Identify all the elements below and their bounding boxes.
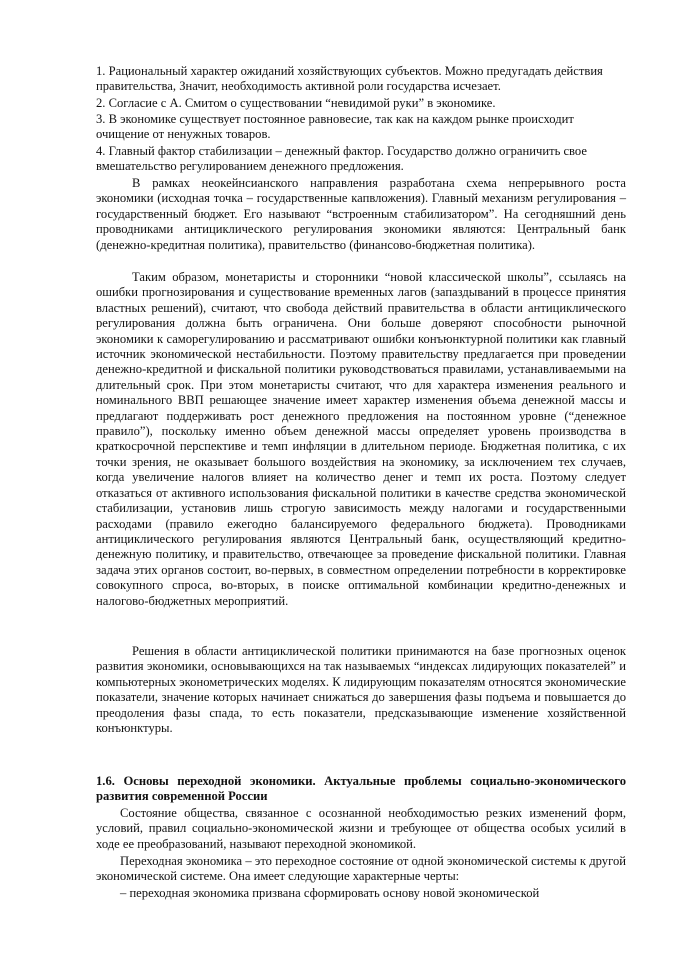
- paragraph-monetarists: [96, 270, 626, 609]
- list-item-4: 4. Главный фактор стабилизации – денежный фактор. Государство должно ограничить свое вмешательство регулированием денежного предложения.: [96, 144, 587, 174]
- paragraph-text: В рамках неокейнсианского направления разработана схема непрерывного роста экономики (исходная точка – государственные капвложения). Главный механизм регулирования – государственный бюджет. Его называют “встроенным стабилизатором”. На сегодняшний день проводниками антициклического регулирования экономики являются: Центральный банк (денежно-кредитная политика), правительство (финансово-бюджетная политика).: [96, 176, 626, 252]
- paragraph-text: Состояние общества, связанное с осознанной необходимостью резких изменений форм, условий, правил социально-экономической жизни и требующее от общества особых усилий в ходе ее преобразований, называют переходной экономикой.: [96, 806, 626, 851]
- list-item-1: 1. Рациональный характер ожиданий хозяйствующих субъектов. Можно предугадать действия правительства, Значит, необходимость активной роли государства исчезает.: [96, 64, 603, 94]
- paragraph-text: Таким образом, монетаристы и сторонники “новой классической школы”, ссылаясь на ошибки прогнозирования и существование временных лагов (запаздываний в процессе принятия властных решений), считают, что свобода действий правительства в области антициклического регулирования должна быть ограничена. Они больше доверяют способности рыночной экономики к саморегулированию и рассматривают ошибки конъюнктурной политики как главный источник экономической нестабильности. Поэтому правительству предлагается при проведении денежно-кредитной и фискальной политики руководствоваться правилами, устанавливаемыми на длительный срок. При этом монетаристы считают, что для характера изменения реального и номинального ВВП решающее значение имеет характер изменения объема денежной массы и предлагают поддерживать рост денежного предложения на постоянном уровне (“денежное правило”), поскольку именно объем денежной массы определяет уровень производства в краткосрочной перспективе и темп инфляции в длительном периоде. Бюджетная политика, с их точки зрения, не оказывает большого воздействия на экономику, за исключением тех случаев, когда увеличение налогов влияет на количество денег и темп их роста. Поэтому следует отказаться от активного использования фискальной политики в качестве средства экономической стабилизации, установив лишь строгую зависимость между налогами и государственными расходами (правило ежегодно балансируемого федерального бюджета). Проводниками антициклического регулирования являются Центральный банк, осуществляющий кредитно-денежную политику, и правительство, отвечающее за проведение фискальной политики. Главная задача этих органов состоит, во-первых, в совместном определении потребности в корректировке совокупного спроса, во-вторых, в поиске оптимальной комбинации кредитно-денежных и налогово-бюджетных мероприятий.: [96, 270, 626, 608]
- paragraph-text: – переходная экономика призвана сформировать основу новой экономической: [120, 886, 540, 900]
- paragraph-text: Решения в области антициклической политики принимаются на базе прогнозных оценок развития экономики, основывающихся на так называемых “индексах лидирующих показателей” и компьютерных эконометрических моделях. К лидирующим показателям относятся экономические показатели, значение которых начинает снижаться до завершения фазы подъема и повышается до преодоления фазы спада, то есть показатели, предсказывающие изменение хозяйственной конъюнктуры.: [96, 644, 626, 736]
- paragraph-feature-item: [96, 886, 626, 901]
- paragraph-transition-definition: [96, 806, 626, 852]
- section-heading: 1.6. Основы переходной экономики. Актуальные проблемы социально-экономического развития современной России: [96, 774, 626, 804]
- list-item-2: 2. Согласие с А. Смитом о существовании “невидимой руки” в экономике.: [96, 96, 496, 110]
- paragraph-text: Переходная экономика – это переходное состояние от одной экономической системы к другой экономической системе. Она имеет следующие характерные черты:: [96, 854, 626, 884]
- list-item-3: 3. В экономике существует постоянное равновесие, так как на каждом рынке происходит очищение от ненужных товаров.: [96, 112, 574, 142]
- paragraph-forecasts: [96, 644, 626, 736]
- paragraph-transition-features: [96, 854, 626, 885]
- paragraph-neokeynesian: [96, 176, 626, 253]
